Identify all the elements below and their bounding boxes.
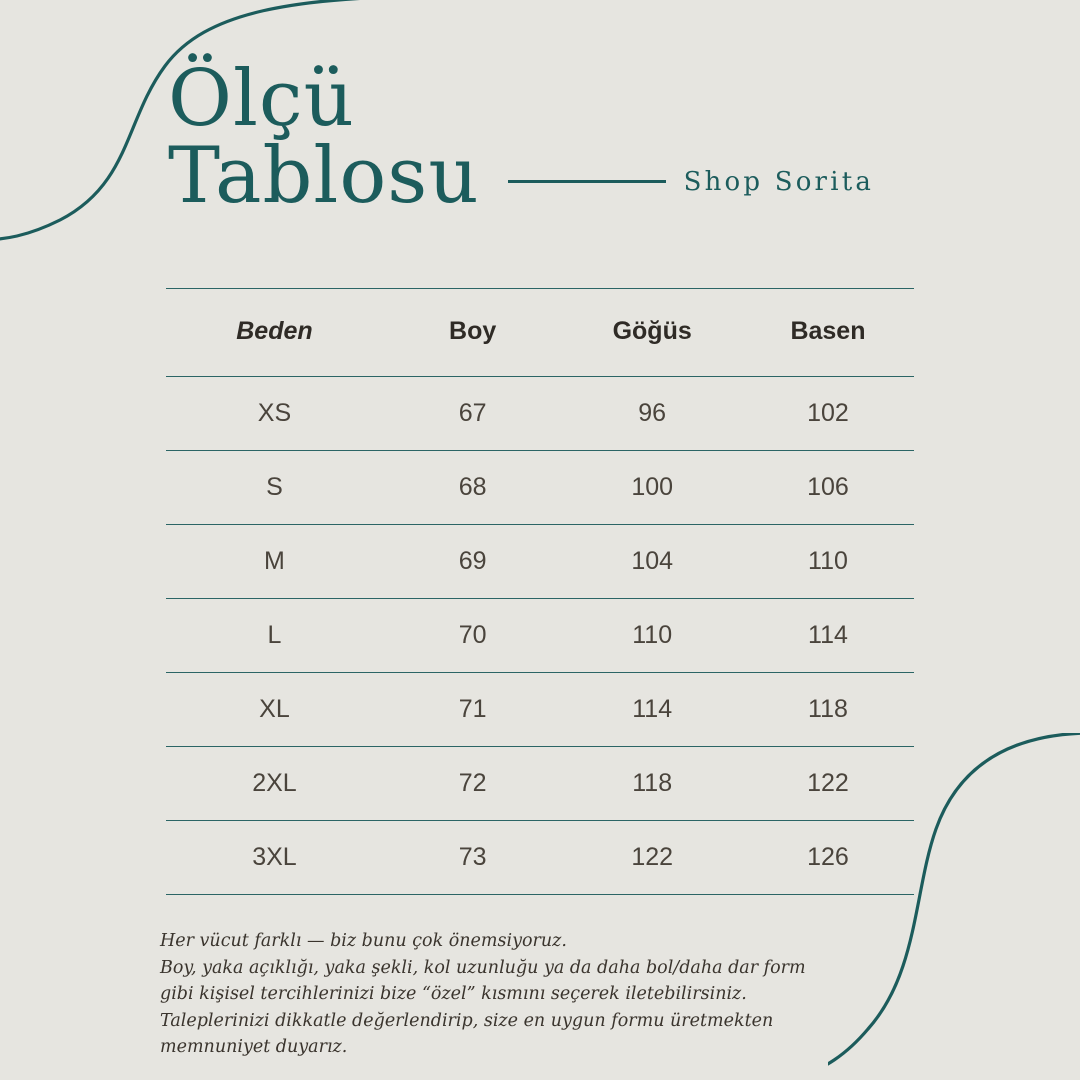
cell-basen: 102 [742, 377, 914, 451]
page-title-line1: Ölçü [168, 54, 355, 144]
cell-gogus: 114 [562, 673, 742, 747]
cell-beden: XL [166, 673, 383, 747]
table-row [166, 525, 914, 599]
cell-basen: 106 [742, 451, 914, 525]
cell-boy: 72 [383, 747, 563, 821]
note-line-2: Boy, yaka açıklığı, yaka şekli, kol uzunluğu ya da daha bol/daha dar form [160, 957, 806, 978]
column-header-boy: Boy [383, 289, 563, 377]
size-table-wrapper [166, 288, 914, 895]
column-header-basen: Basen [742, 289, 914, 377]
cell-gogus: 110 [562, 599, 742, 673]
cell-beden: 2XL [166, 747, 383, 821]
table-row [166, 599, 914, 673]
cell-gogus: 100 [562, 451, 742, 525]
page-title-block [168, 54, 988, 221]
note-line-1: Her vücut farklı — biz bunu çok önemsiyoruz. [160, 931, 567, 951]
cell-gogus: 104 [562, 525, 742, 599]
table-row [166, 821, 914, 895]
cell-beden: XS [166, 377, 383, 451]
table-header-row [166, 289, 914, 377]
cell-boy: 70 [383, 599, 563, 673]
table-row [166, 747, 914, 821]
cell-gogus: 118 [562, 747, 742, 821]
brand-divider [508, 180, 666, 183]
footer-note [160, 928, 840, 1061]
cell-beden: S [166, 451, 383, 525]
cell-gogus: 96 [562, 377, 742, 451]
brand-name: Shop Sorita [683, 166, 875, 197]
cell-basen: 114 [742, 599, 914, 673]
cell-basen: 126 [742, 821, 914, 895]
note-line-3: gibi kişisel tercihlerinizi bize “özel” kısmını seçerek iletebilirsiniz. [160, 984, 747, 1005]
cell-beden: 3XL [166, 821, 383, 895]
cell-basen: 110 [742, 525, 914, 599]
table-row [166, 673, 914, 747]
note-line-5: memnuniyet duyarız. [160, 1037, 348, 1058]
table-row [166, 451, 914, 525]
cell-boy: 69 [383, 525, 563, 599]
column-header-gogus: Göğüs [562, 289, 742, 377]
cell-boy: 71 [383, 673, 563, 747]
brand-lockup [508, 167, 874, 197]
note-line-4: Taleplerinizi dikkatle değerlendirip, size en uygun formu üretmekten [160, 1010, 774, 1031]
cell-boy: 67 [383, 377, 563, 451]
cell-basen: 122 [742, 747, 914, 821]
cell-gogus: 122 [562, 821, 742, 895]
cell-boy: 68 [383, 451, 563, 525]
cell-basen: 118 [742, 673, 914, 747]
cell-beden: L [166, 599, 383, 673]
cell-beden: M [166, 525, 383, 599]
size-table [166, 288, 914, 895]
page-title-line2: Tablosu [168, 130, 480, 221]
column-header-beden: Beden [166, 289, 383, 377]
table-row [166, 377, 914, 451]
cell-boy: 73 [383, 821, 563, 895]
